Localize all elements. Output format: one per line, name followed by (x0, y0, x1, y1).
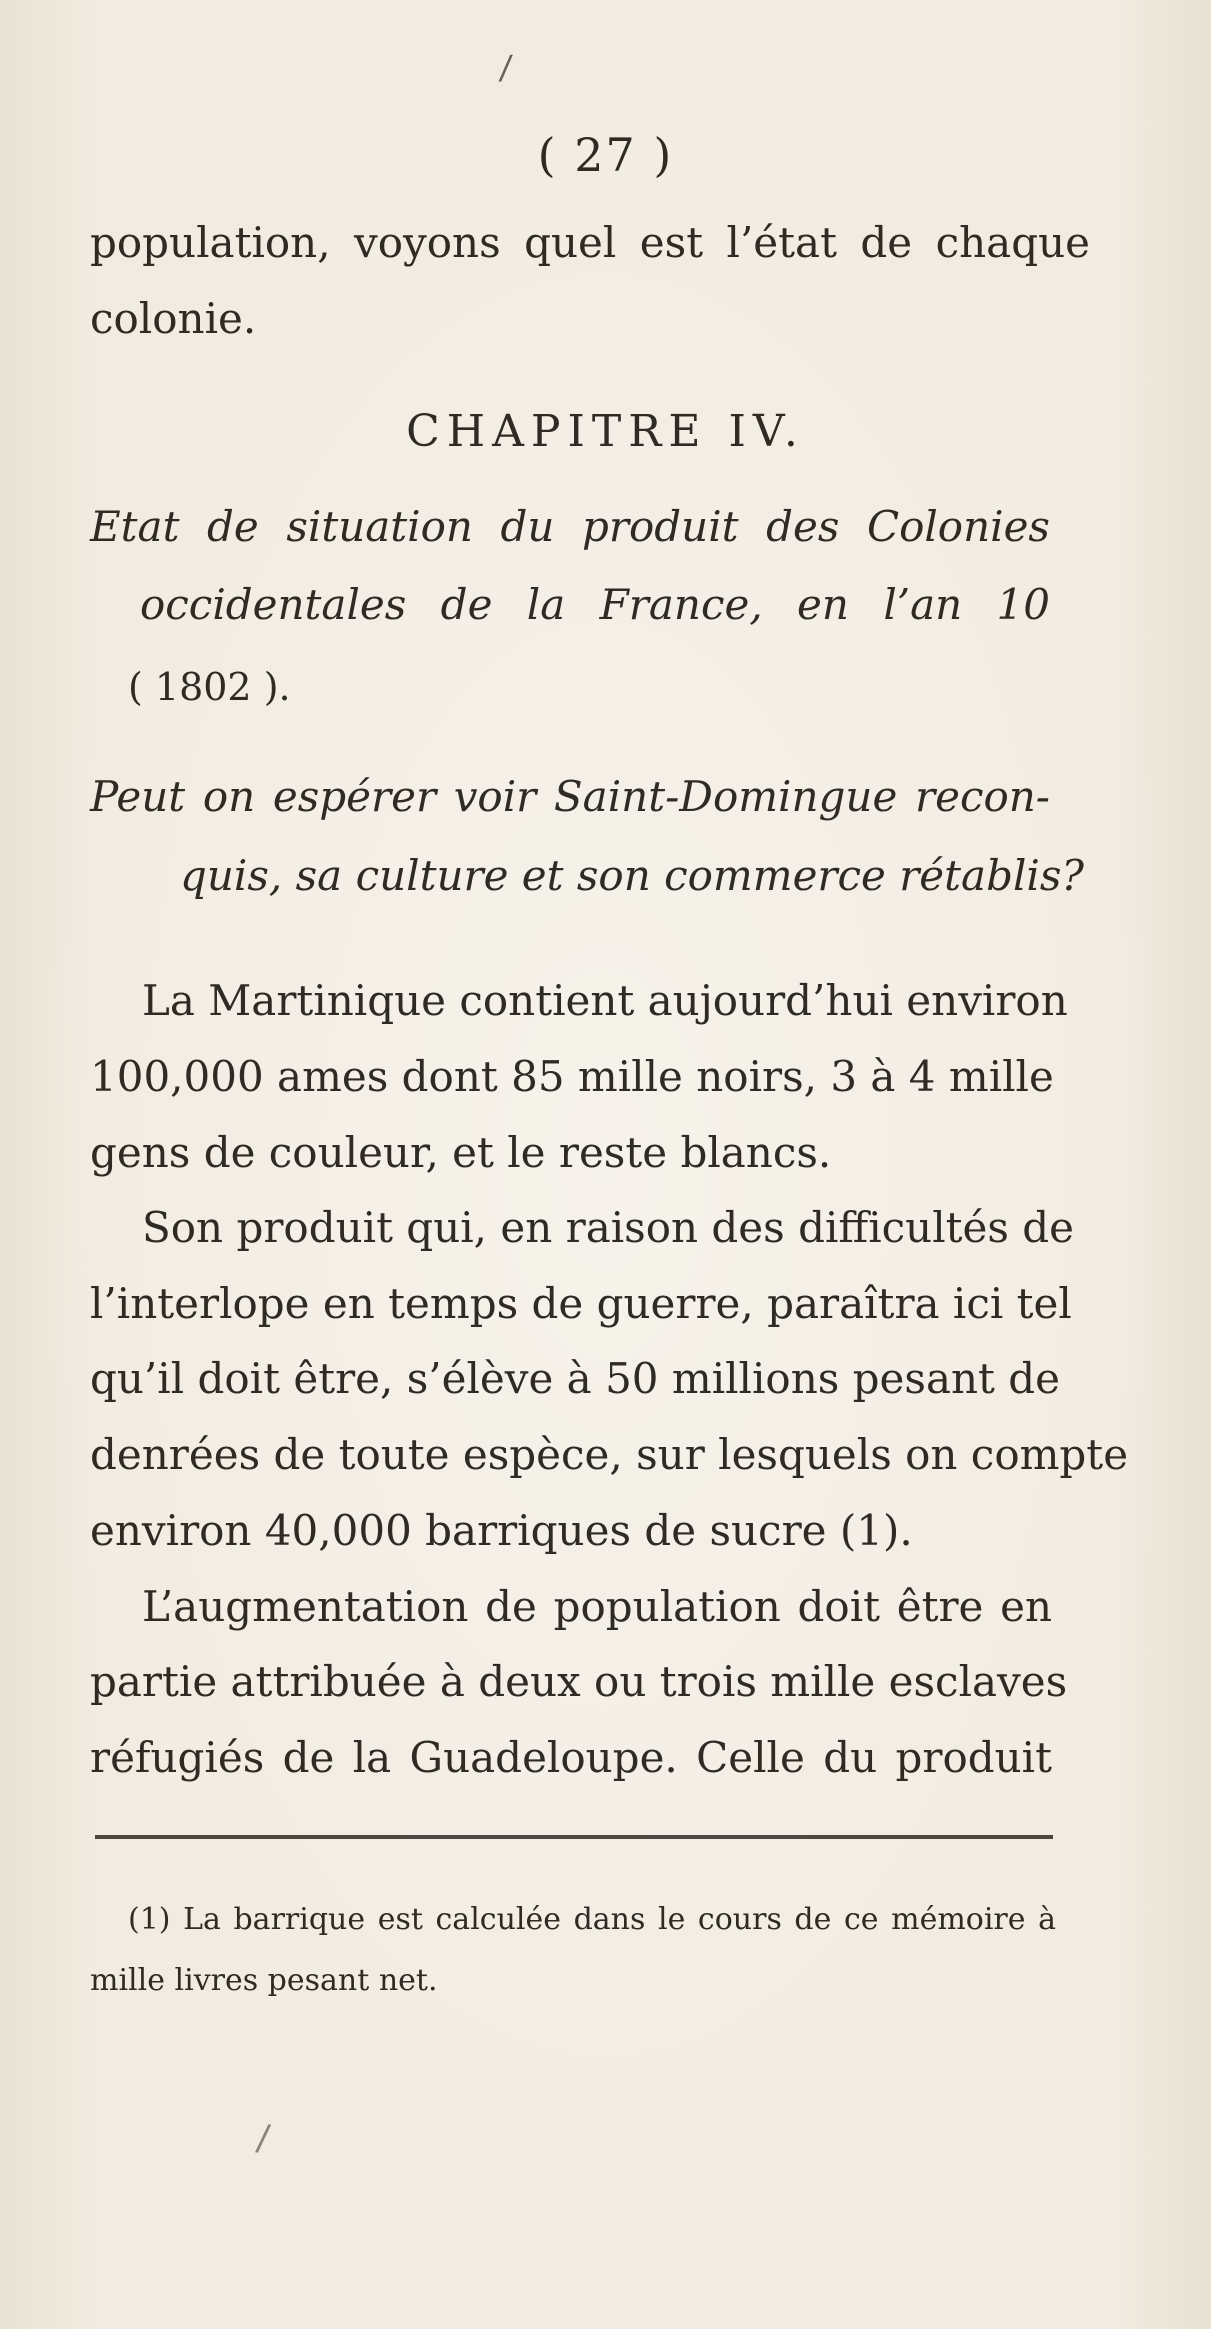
body-text-line: L’augmentation de population doit être en (142, 1582, 1052, 1631)
footnote-line: mille livres pesant net. (90, 1963, 438, 1998)
intro-line: population, voyons quel est l’état de chaque (90, 218, 1090, 267)
body-text-line: partie attribuée à deux ou trois mille esclaves (90, 1657, 1068, 1706)
body-text-line: denrées de toute espèce, sur lesquels on compte (90, 1430, 1129, 1479)
page-number: ( 27 ) (537, 128, 674, 182)
body-text-line: l’interlope en temps de guerre, paraîtra ici tel (90, 1279, 1072, 1328)
body-text-line: La Martinique contient aujourd’hui environ (142, 976, 1068, 1025)
body-text-line: réfugiés de la Guadeloupe. Celle du produit (90, 1733, 1052, 1782)
chapter-question-line: Peut on espérer voir Saint-Domingue recon- (90, 772, 1050, 821)
chapter-subtitle-line: Etat de situation du produit des Colonies (90, 502, 1050, 551)
body-text-line: gens de couleur, et le reste blancs. (90, 1128, 832, 1177)
intro-line: colonie. (90, 294, 257, 343)
ink-mark: / (254, 2117, 272, 2160)
body-text-line: environ 40,000 barriques de sucre (1). (90, 1506, 913, 1555)
chapter-title: CHAPITRE IV. (406, 406, 805, 457)
chapter-subtitle-year: ( 1802 ). (128, 665, 291, 709)
ink-mark: / (497, 47, 514, 89)
body-text-line: 100,000 ames dont 85 mille noirs, 3 à 4 mille (90, 1052, 1054, 1101)
chapter-subtitle-line: occidentales de la France, en l’an 10 (140, 580, 1050, 629)
body-text-line: qu’il doit être, s’élève à 50 millions pesant de (90, 1354, 1061, 1403)
footnote-divider (95, 1835, 1053, 1839)
chapter-question-line: quis, sa culture et son commerce rétablis? (180, 851, 1084, 900)
body-text-line: Son produit qui, en raison des difficultés de (142, 1203, 1075, 1252)
footnote-line: (1) La barrique est calculée dans le cours de ce mémoire à (128, 1902, 1056, 1937)
